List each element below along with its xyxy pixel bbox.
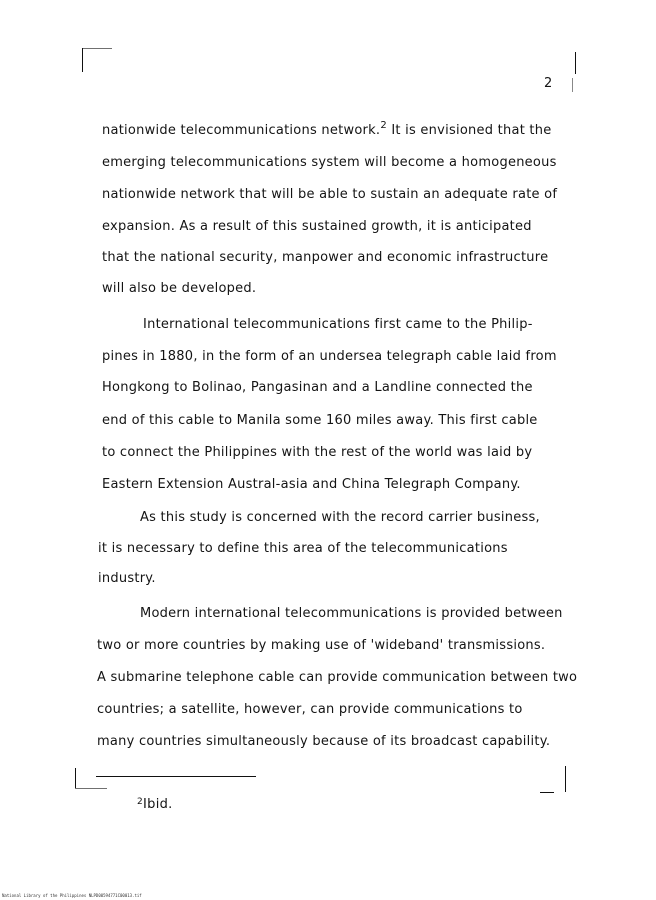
text-line-4: expansion. As a result of this sustained growth, it is anticipated xyxy=(102,219,532,234)
footnote-marker: 2 xyxy=(137,797,144,807)
text-line-20: many countries simultaneously because of its broadcast capability. xyxy=(97,734,551,749)
crop-mark-top-right-vertical xyxy=(575,52,576,74)
text-line-10: end of this cable to Manila some 160 miles away. This first cable xyxy=(102,413,538,428)
text-line-14: it is necessary to define this area of the telecommunications xyxy=(98,541,508,556)
text-line-16: Modern international telecommunications is provided between xyxy=(140,606,563,621)
text-line-3: nationwide network that will be able to sustain an adequate rate of xyxy=(102,187,558,202)
scan-footer: National Library of the Philippines NLPD00594771C00013.tif xyxy=(2,893,142,898)
text-line-7: International telecommunications first came to the Philip- xyxy=(143,317,533,332)
text-line-15: industry. xyxy=(98,571,156,586)
crop-mark-bottom-right-horizontal xyxy=(540,792,554,793)
text-line-17: two or more countries by making use of 'wideband' transmissions. xyxy=(97,638,546,653)
text-line-18: A submarine telephone cable can provide communication between two xyxy=(97,670,578,685)
footnote-text: Ibid. xyxy=(143,797,173,812)
crop-mark-bottom-left-horizontal xyxy=(75,788,107,789)
text-line-5: that the national security, manpower and economic infrastructure xyxy=(102,250,549,265)
text-line-2: emerging telecommunications system will become a homogeneous xyxy=(102,155,557,170)
footnote-separator xyxy=(96,776,256,777)
text-line-8: pines in 1880, in the form of an undersea telegraph cable laid from xyxy=(102,349,557,364)
text-line-11: to connect the Philippines with the rest of the world was laid by xyxy=(102,445,533,460)
text-line-6: will also be developed. xyxy=(102,281,257,296)
page-number: 2 xyxy=(544,76,553,91)
text-line-13: As this study is concerned with the record carrier business, xyxy=(140,510,540,525)
text-line-9: Hongkong to Bolinao, Pangasinan and a Landline connected the xyxy=(102,380,533,395)
crop-mark-top-right-vertical-2 xyxy=(572,78,573,92)
crop-mark-bottom-right-vertical xyxy=(565,766,566,792)
crop-mark-bottom-left-vertical xyxy=(75,768,76,788)
crop-mark-top-left-vertical xyxy=(82,48,83,72)
text-line-1: nationwide telecommunications network.$^2$ It is envisioned that the xyxy=(102,120,552,138)
footnote-reference: 2 xyxy=(380,120,387,131)
text-line-19: countries; a satellite, however, can provide communications to xyxy=(97,702,523,717)
footnote xyxy=(137,797,173,812)
text-line-12: Eastern Extension Austral-asia and China Telegraph Company. xyxy=(102,477,521,492)
crop-mark-top-left-horizontal xyxy=(82,48,112,49)
